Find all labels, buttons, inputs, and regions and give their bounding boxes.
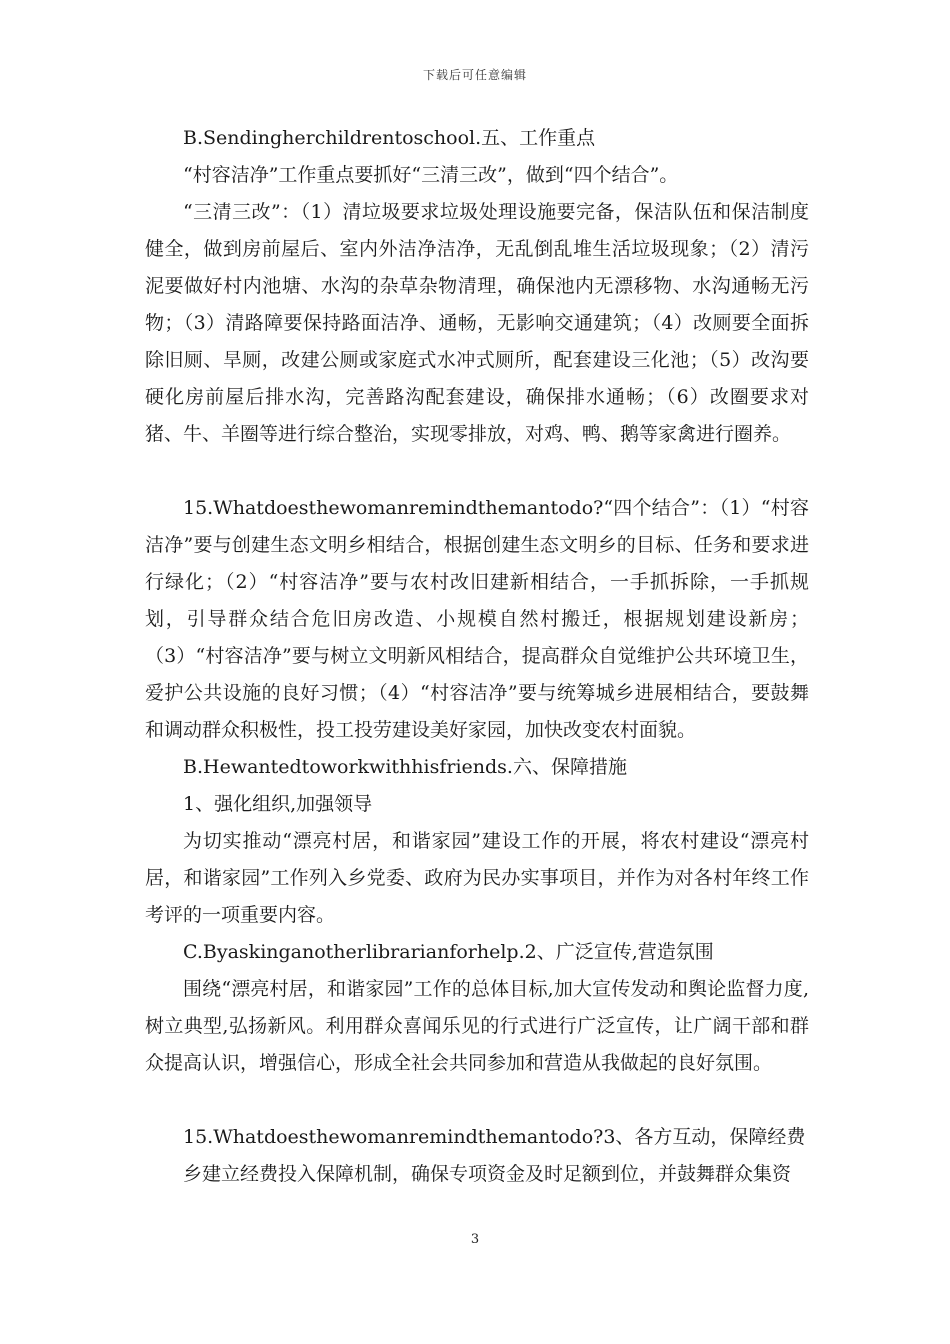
- three-clean-three-reform-paragraph: “三清三改”：（1）清垃圾要求垃圾处理设施要完备，保洁队伍和保洁制度健全，做到房前屋后、室内外洁净洁净，无乱倒乱堆生活垃圾现象；（2）清污泥要做好村内池塘、水沟的杂草杂物清理，确保池内无漂移物、水沟通畅无污物；（3）清路障要保持路面洁净、通畅，无影响交通建筑；（4）改厕要全面拆除旧厕、旱厕，改建公厕或家庭式水冲式厕所，配套建设三化池；（5）改沟要硬化房前屋后排水沟，完善路沟配套建设，确保排水通畅；（6）改圈要求对猪、牛、羊圈等进行综合整治，实现零排放，对鸡、鸭、鹅等家禽进行圈养。: [145, 201, 809, 445]
- body-text: [145, 120, 809, 1193]
- subheading-3-line: 15.Whatdoesthewomanremindthemantodo?3、各方互动，保障经费: [183, 1126, 806, 1148]
- four-combinations-paragraph: 15.Whatdoesthewomanremindthemantodo?“四个结合”：（1）“村容洁净”要与创建生态文明乡相结合，根据创建生态文明乡的目标、任务和要求进行绿化；（2）“村容洁净”要与农村改旧建新相结合，一手抓拆除，一手抓规划，引导群众结合危旧房改造、小规模自然村搬迁，根据规划建设新房；（3）“村容洁净”要与树立文明新风相结合，提高群众自觉维护公共环境卫生，爱护公共设施的良好习惯；（4）“村容洁净”要与统筹城乡进展相结合，要鼓舞和调动群众积极性，投工投劳建设美好家园，加快改变农村面貌。: [145, 497, 809, 741]
- subheading-2-line: C.Byaskinganotherlibrarianforhelp.2、广泛宣传,营造氛围: [183, 941, 714, 963]
- key-work-summary: “村容洁净”工作重点要抓好“三清三改”，做到“四个结合”。: [183, 164, 679, 186]
- header-note: 下载后可任意编辑: [422, 68, 527, 82]
- page-number: 3: [470, 1232, 480, 1247]
- organization-paragraph: 为切实推动“漂亮村居，和谐家园”建设工作的开展，将农村建设“漂亮村居，和谐家园”工作列入乡党委、政府为民办实事项目，并作为对各村年终工作考评的一项重要内容。: [145, 830, 809, 926]
- publicity-paragraph: 围绕“漂亮村居，和谐家园”工作的总体目标,加大宣传发动和舆论监督力度,树立典型,弘扬新风。利用群众喜闻乐见的行式进行广泛宣传，让广阔干部和群众提高认识，增强信心，形成全社会共同参加和营造从我做起的良好氛围。: [145, 978, 809, 1074]
- section-5-heading-line: B.Sendingherchildrentoschool.五、工作重点: [183, 127, 596, 149]
- funding-paragraph: 乡建立经费投入保障机制，确保专项资金及时足额到位，并鼓舞群众集资: [183, 1163, 792, 1185]
- section-6-heading-line: B.Hewantedtoworkwithhisfriends.六、保障措施: [183, 756, 627, 778]
- subheading-1: 1、强化组织,加强领导: [183, 793, 373, 815]
